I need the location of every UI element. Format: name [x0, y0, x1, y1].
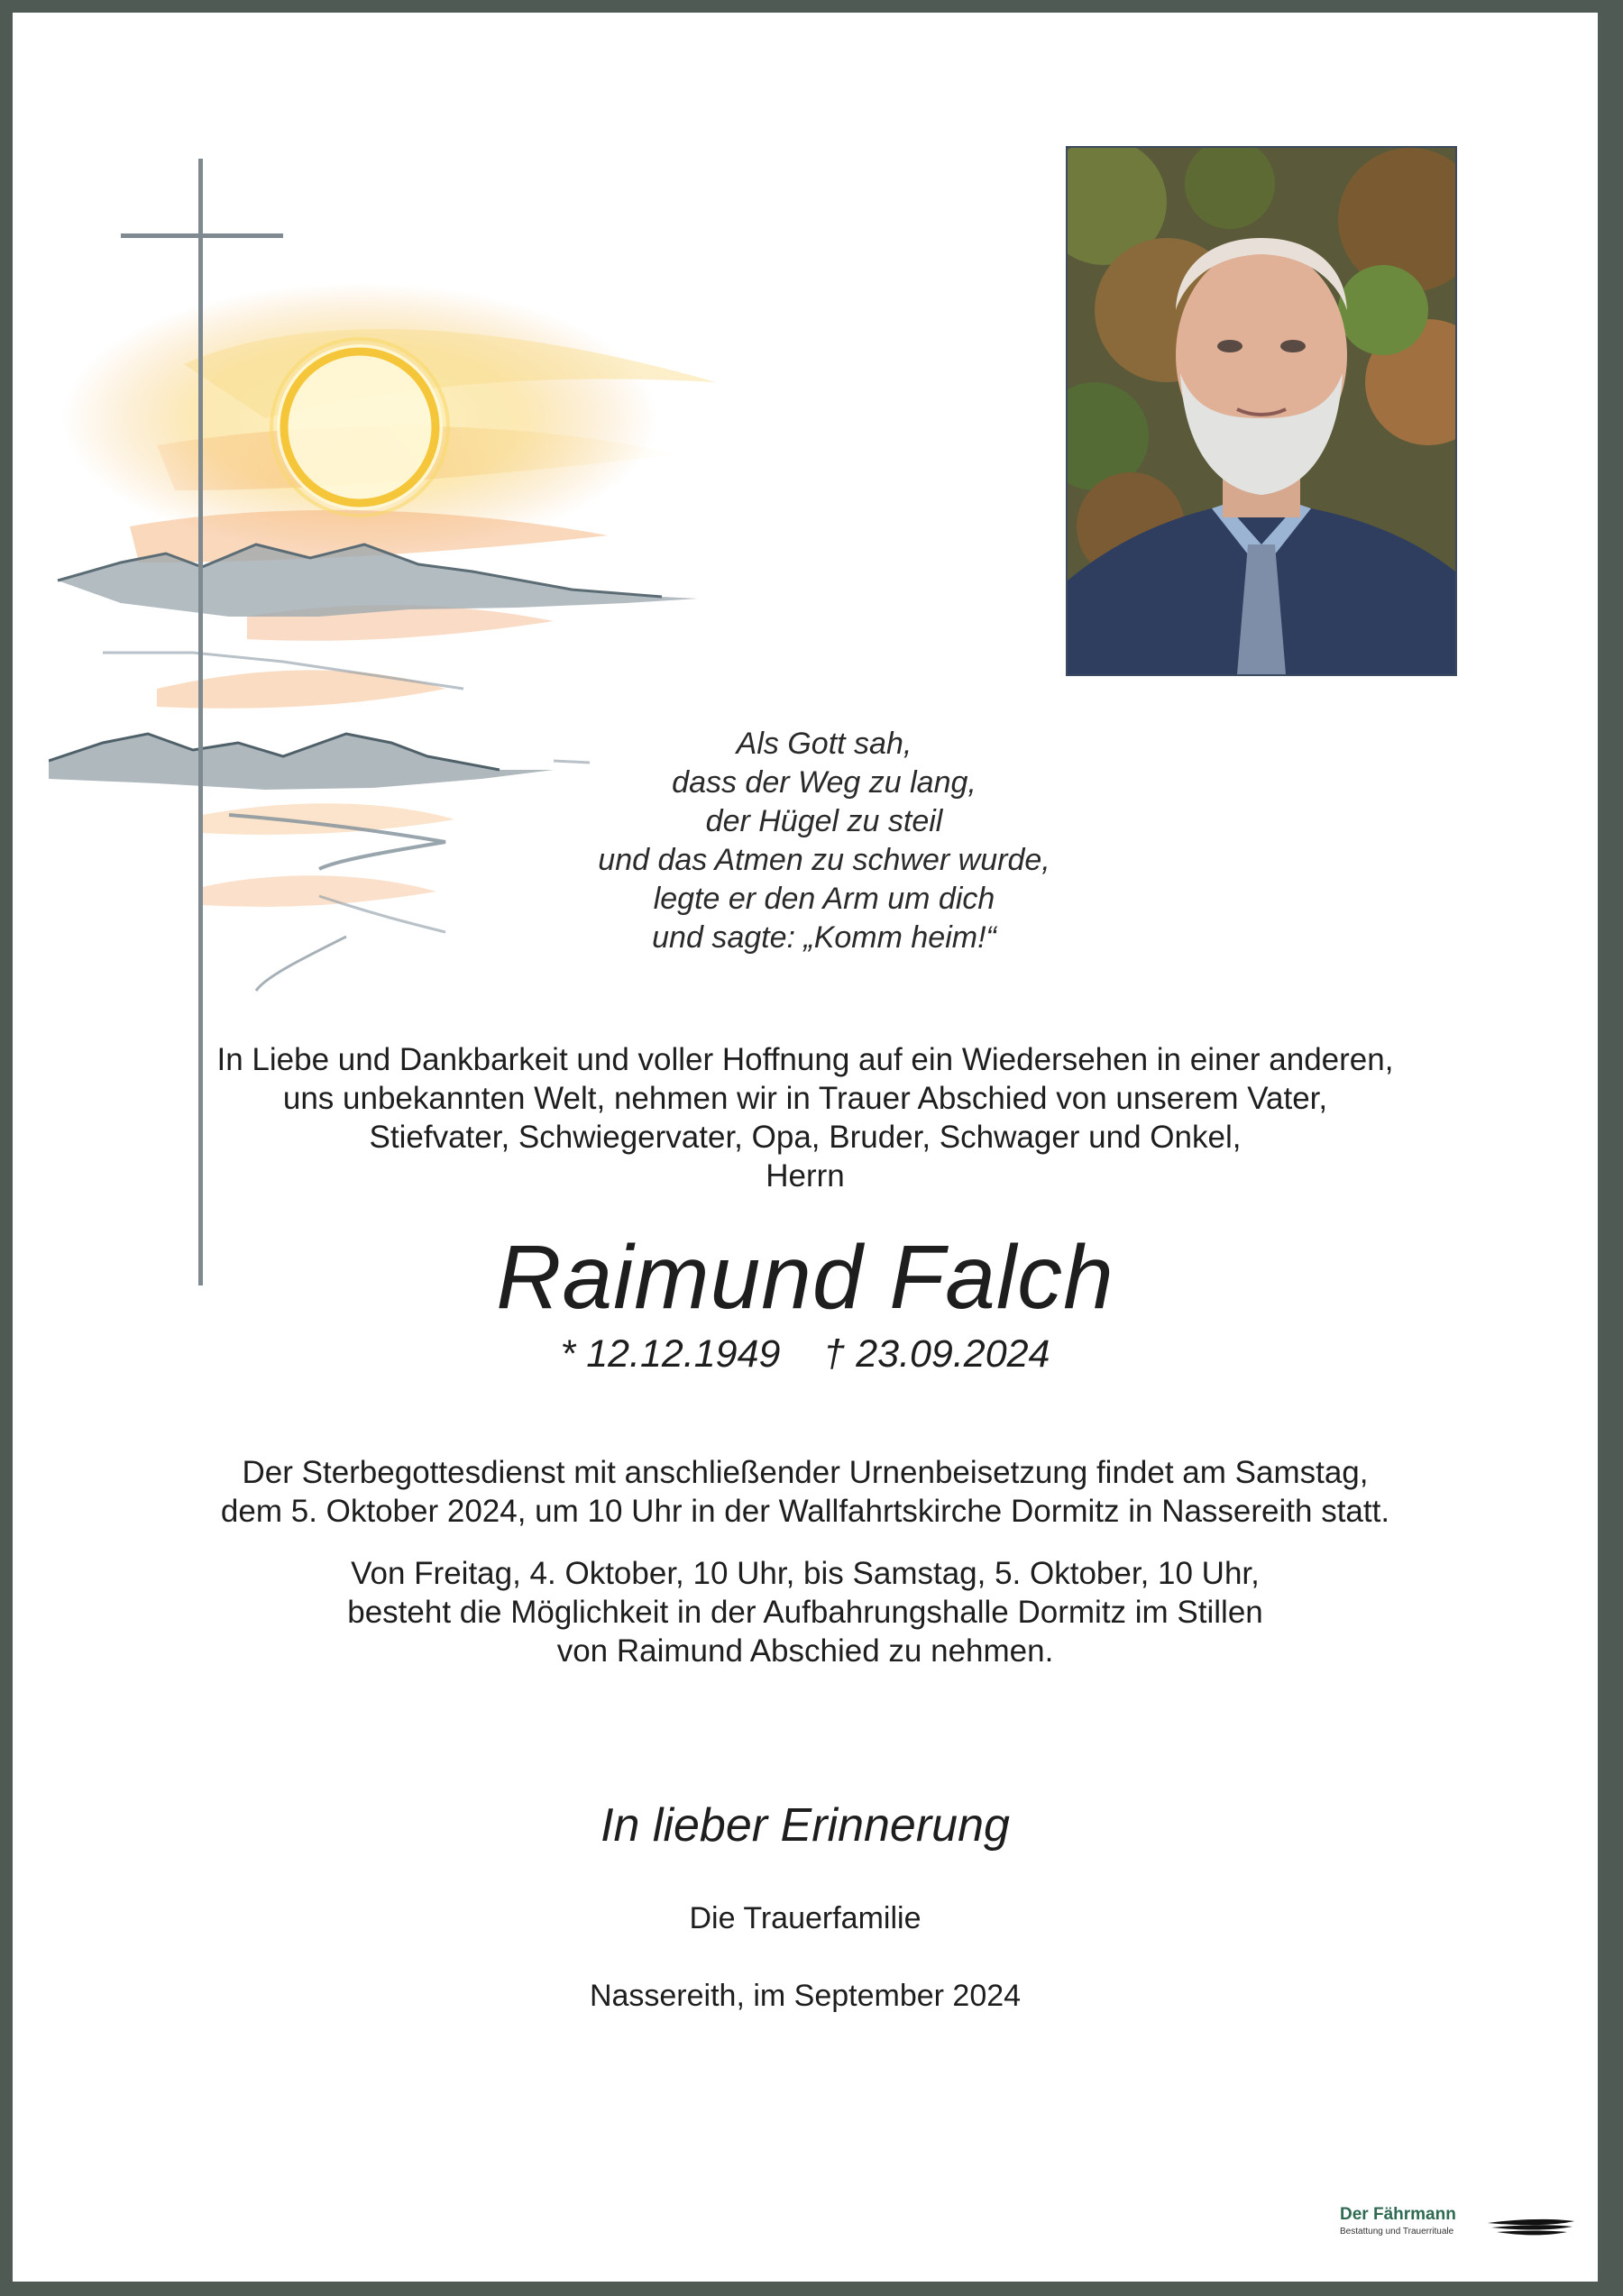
funeral-service-text [13, 1453, 1598, 1531]
portrait-photo [1066, 146, 1457, 676]
boat-icon [1486, 2212, 1576, 2239]
life-dates [13, 1331, 1598, 1377]
poem-line: und das Atmen zu schwer wurde, [598, 843, 1050, 877]
viewing-line: von Raimund Abschied zu nehmen. [556, 1633, 1054, 1669]
deceased-name: Raimund Falch [496, 1227, 1114, 1328]
viewing-text [13, 1554, 1598, 1670]
portrait-image [1068, 148, 1455, 674]
poem-line: dass der Weg zu lang, [672, 765, 977, 800]
family-signature: Die Trauerfamilie [689, 1901, 922, 1935]
funeral-home-logo [1340, 2205, 1583, 2248]
viewing-line: Von Freitag, 4. Oktober, 10 Uhr, bis Samstag, 5. Oktober, 10 Uhr, [351, 1556, 1260, 1591]
logo-name: Der Fährmann [1340, 2205, 1456, 2224]
sun [271, 339, 448, 516]
memory-heading: In lieber Erinnerung [601, 1799, 1010, 1852]
intro-line: Herrn [766, 1158, 845, 1194]
poem-line: und sagte: „Komm heim!“ [652, 920, 996, 955]
poem [373, 725, 1275, 957]
poem-line: legte er den Arm um dich [653, 882, 995, 916]
service-line: Der Sterbegottesdienst mit anschließender Urnenbeisetzung findet am Samstag, [242, 1455, 1369, 1490]
service-line: dem 5. Oktober 2024, um 10 Uhr in der Wallfahrtskirche Dormitz in Nassereith statt. [220, 1494, 1390, 1529]
intro-line: Stiefvater, Schwiegervater, Opa, Bruder, Schwager und Onkel, [369, 1120, 1242, 1155]
death-date: † 23.09.2024 [823, 1332, 1050, 1376]
intro-text [13, 1040, 1598, 1195]
viewing-line: besteht die Möglichkeit in der Aufbahrungshalle Dormitz im Stillen [347, 1595, 1263, 1630]
obituary-sheet [13, 13, 1598, 2282]
poem-line: Als Gott sah, [736, 727, 912, 761]
intro-line: In Liebe und Dankbarkeit und voller Hoffnung auf ein Wiedersehen in einer anderen, [216, 1042, 1394, 1077]
poem-line: der Hügel zu steil [705, 804, 943, 838]
logo-tagline: Bestattung und Trauerrituale [1340, 2227, 1454, 2237]
place-and-date: Nassereith, im September 2024 [589, 1979, 1022, 2013]
birth-date: * 12.12.1949 [560, 1332, 781, 1376]
intro-line: uns unbekannten Welt, nehmen wir in Trauer Abschied von unserem Vater, [282, 1081, 1328, 1116]
